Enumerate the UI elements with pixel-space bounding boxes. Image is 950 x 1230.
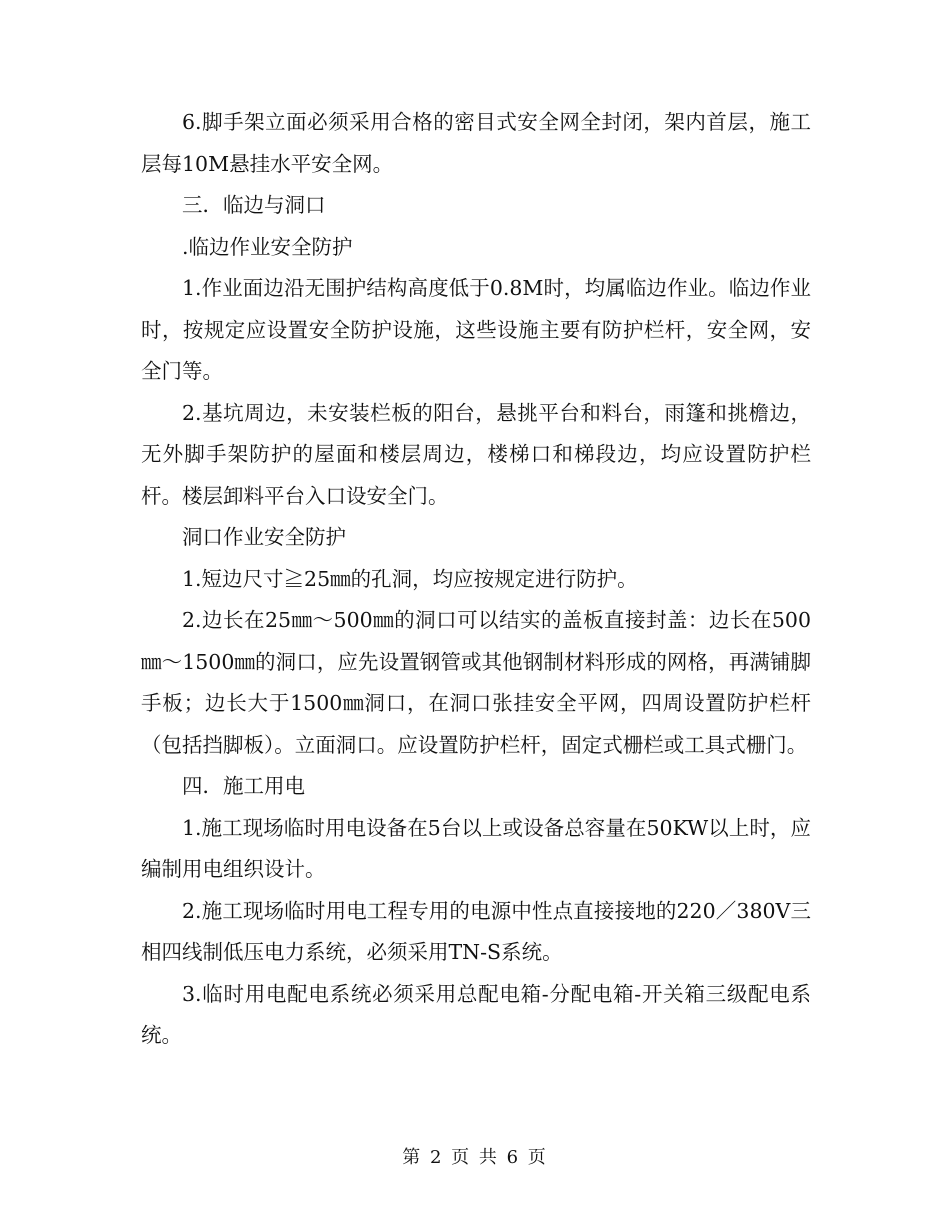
paragraph-edge-work-definition: 1.作业面边沿无围护结构高度低于0.8M时，均属临边作业。临边作业时，按规定应设置安全防护设施，这些设施主要有防护栏杆，安全网，安全门等。 (141, 276, 811, 383)
page-number-footer: 第 2 页 共 6 页 (402, 1147, 548, 1168)
document-body (141, 102, 811, 1057)
paragraph-electric-design: 1.施工现场临时用电设备在5台以上或设备总容量在50KW以上时，应编制用电组织设计。 (141, 815, 811, 881)
subheading-edge-protection: .临边作业安全防护 (182, 234, 353, 259)
section-heading-electricity: 四．施工用电 (182, 774, 305, 798)
paragraph-opening-sizes: 2.边长在25㎜～500㎜的洞口可以结实的盖板直接封盖：边长在500㎜～1500㎜的洞口，应先设置钢管或其他钢制材料形成的网格，再满铺脚手板；边长大于1500㎜洞口，在洞口张挂安全平网，四周设置防护栏杆（包括挡脚板）。立面洞口。应设置防护栏杆，固定式栅栏或工具式栅门。 (141, 608, 811, 757)
paragraph-edge-railings: 2.基坑周边，未安装栏板的阳台，悬挑平台和料台，雨篷和挑檐边，无外脚手架防护的屋面和楼层周边，楼梯口和梯段边，均应设置防护栏杆。楼层卸料平台入口设安全门。 (141, 400, 811, 508)
paragraph-short-edge-holes: 1.短边尺寸≧25㎜的孔洞，均应按规定进行防护。 (182, 566, 638, 591)
paragraph-tn-s-system: 2.施工现场临时用电工程专用的电源中性点直接接地的220／380V三相四线制低压电力系统，必须采用TN-S系统。 (141, 898, 811, 964)
paragraph-three-level-distribution: 3.临时用电配电系统必须采用总配电箱-分配电箱-开关箱三级配电系统。 (141, 981, 811, 1047)
paragraph-scaffold-safety-net: 6.脚手架立面必须采用合格的密目式安全网全封闭，架内首层，施工层每10M悬挂水平安全网。 (141, 110, 811, 176)
section-heading-edges-openings: 三．临边与洞口 (182, 193, 326, 217)
subheading-opening-protection: 洞口作业安全防护 (182, 525, 346, 549)
